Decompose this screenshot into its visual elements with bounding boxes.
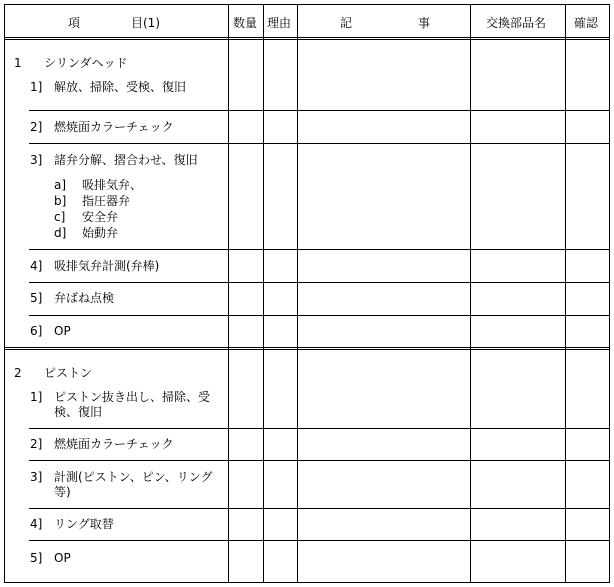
row-number: 2]: [30, 437, 43, 451]
border-left: [4, 4, 5, 583]
header-replacement-parts: 交換部品名: [486, 16, 547, 30]
row-text: 弁ばね点検: [54, 291, 115, 305]
section-divider: [4, 347, 610, 348]
divider-reason-record: [297, 4, 298, 583]
header-qty: 数量: [233, 16, 258, 30]
row-text: OP: [54, 551, 71, 565]
row-number: 1]: [30, 80, 43, 94]
row-number: 3]: [30, 470, 43, 484]
row-number: 5]: [30, 291, 43, 305]
divider-qty-reason: [263, 4, 264, 583]
header-item-right: 目(1): [131, 16, 160, 30]
row-number: 1]: [30, 390, 43, 404]
row-number: 4]: [30, 517, 43, 531]
header-divider: [4, 37, 610, 38]
row-number: 4]: [30, 259, 43, 273]
sub-item-letter: d]: [54, 226, 67, 240]
border-right: [609, 4, 610, 583]
divider-item-qty: [228, 4, 229, 583]
row-divider: [29, 460, 610, 461]
row-text: ピストン抜き出し、掃除、受検、復旧: [54, 390, 211, 419]
sub-item-text: 始動弁: [82, 226, 119, 240]
sub-item-text: 吸排気弁、: [82, 178, 143, 192]
section-number: 2: [14, 366, 22, 380]
sub-item-text: 安全弁: [82, 210, 119, 224]
divider-parts-confirm: [565, 4, 566, 583]
section-divider-2: [4, 349, 610, 350]
border-bottom: [4, 582, 610, 583]
row-text: OP: [54, 324, 71, 338]
sub-item-letter: b]: [54, 194, 67, 208]
inspection-table: [4, 4, 610, 583]
row-divider: [29, 315, 610, 316]
row-text: リング取替: [54, 517, 114, 531]
row-text: 計測(ピストン、ピン、リング等): [54, 470, 213, 499]
header-record-left: 記: [340, 16, 353, 30]
row-number: 3]: [30, 153, 43, 167]
header-divider-2: [4, 39, 610, 40]
border-top: [4, 4, 610, 5]
row-number: 2]: [30, 120, 43, 134]
header-reason: 理由: [267, 16, 292, 30]
row-text: 諸弁分解、摺合わせ、復旧: [54, 153, 198, 167]
header-item-left: 項: [68, 16, 81, 30]
sub-item-text: 指圧器弁: [82, 194, 131, 208]
header-confirm: 確認: [574, 16, 599, 30]
sub-item-letter: c]: [54, 210, 66, 224]
row-text: 解放、掃除、受検、復旧: [54, 80, 187, 94]
section-title: シリンダヘッド: [44, 56, 128, 70]
row-divider: [29, 540, 610, 541]
row-divider: [29, 282, 610, 283]
row-divider: [29, 143, 610, 144]
row-text: 燃焼面カラーチェック: [54, 120, 174, 134]
row-divider: [29, 249, 610, 250]
row-number: 6]: [30, 324, 43, 338]
row-divider: [29, 508, 610, 509]
section-title: ピストン: [44, 366, 93, 380]
sub-item-letter: a]: [54, 178, 67, 192]
row-text: 吸排気弁計測(弁棒): [54, 259, 160, 273]
row-divider: [29, 110, 610, 111]
row-divider: [29, 428, 610, 429]
row-text: 燃焼面カラーチェック: [54, 437, 174, 451]
divider-record-parts: [470, 4, 471, 583]
section-number: 1: [14, 56, 22, 70]
row-number: 5]: [30, 551, 43, 565]
header-record-right: 事: [418, 16, 431, 30]
